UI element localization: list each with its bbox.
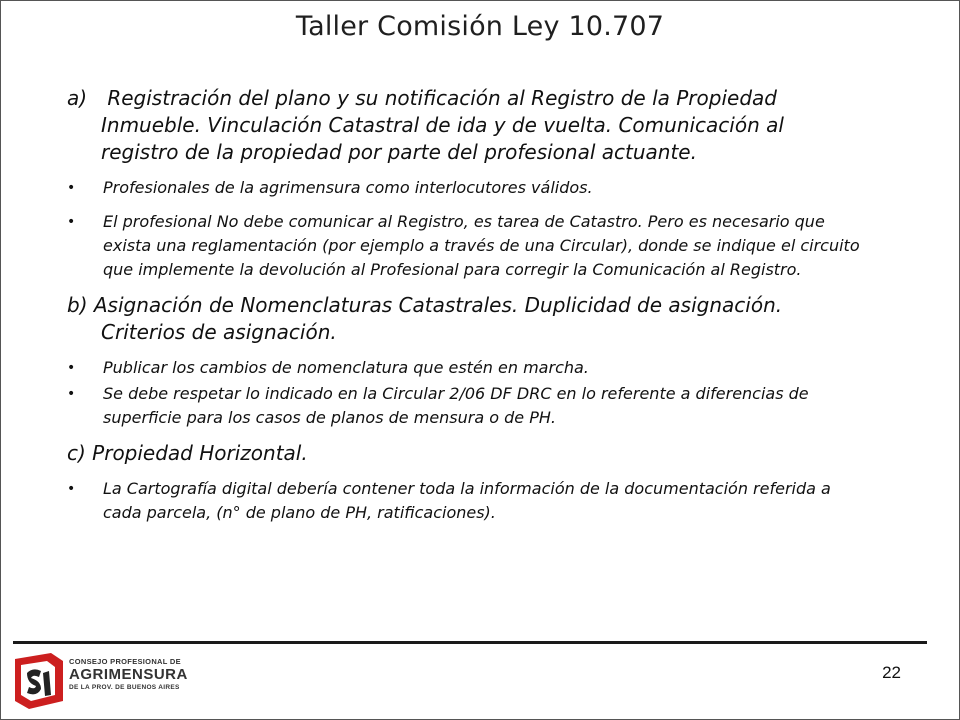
list-item xyxy=(67,477,867,525)
section-c-heading: c) Propiedad Horizontal. xyxy=(67,441,308,465)
logo-text xyxy=(69,657,188,691)
logo-line-2: AGRIMENSURA xyxy=(69,666,188,683)
agrimensura-logo xyxy=(11,651,188,713)
list-item xyxy=(67,176,867,200)
section-a-marker: a) xyxy=(67,86,88,110)
bullet-icon: • xyxy=(67,214,76,230)
bullet-icon: • xyxy=(67,386,76,402)
slide-title: Taller Comisión Ley 10.707 xyxy=(295,11,665,42)
bullet-text: Se debe respetar lo indicado en la Circular 2/06 DF DRC en lo referente a diferencias de superficie para los casos de planos de mensura o de PH. xyxy=(103,384,809,427)
section-a-heading xyxy=(67,85,867,166)
bullet-icon: • xyxy=(67,360,76,376)
list-item xyxy=(67,382,867,430)
section-b-heading: b) Asignación de Nomenclaturas Catastrales. Duplicidad de asignación. Criterios de asignación. xyxy=(67,293,783,344)
bullet-text: La Cartografía digital debería contener toda la información de la documentación referida a cada parcela, (n° de plano de PH, ratificaciones). xyxy=(103,479,831,522)
bullet-icon: • xyxy=(67,481,76,497)
bullet-text: El profesional No debe comunicar al Registro, es tarea de Catastro. Pero es necesario que exista una reglamentación (por ejemplo a través de una Circular), donde se indique el circuito que implemente la devolución al Profesional para corregir la Comunicación al Registro. xyxy=(103,212,860,279)
agrimensura-logo-icon xyxy=(11,651,67,711)
section-a-heading-text: Registración del plano y su notificación al Registro de la Propiedad Inmueble. Vinculación Catastral de ida y de vuelta. Comunicación al registro de la propiedad por parte del profesional actuante. xyxy=(101,86,784,164)
footer-divider xyxy=(13,641,927,644)
bullet-text: Profesionales de la agrimensura como interlocutores válidos. xyxy=(103,178,593,197)
logo-line-1: CONSEJO PROFESIONAL DE xyxy=(69,657,181,666)
bullet-text: Publicar los cambios de nomenclatura que estén en marcha. xyxy=(103,358,589,377)
slide-content xyxy=(67,85,867,535)
list-item xyxy=(67,356,867,380)
bullet-icon: • xyxy=(67,180,76,196)
page-number: 22 xyxy=(882,663,901,682)
list-item xyxy=(67,210,867,282)
logo-line-3: DE LA PROV. DE BUENOS AIRES xyxy=(69,684,180,691)
